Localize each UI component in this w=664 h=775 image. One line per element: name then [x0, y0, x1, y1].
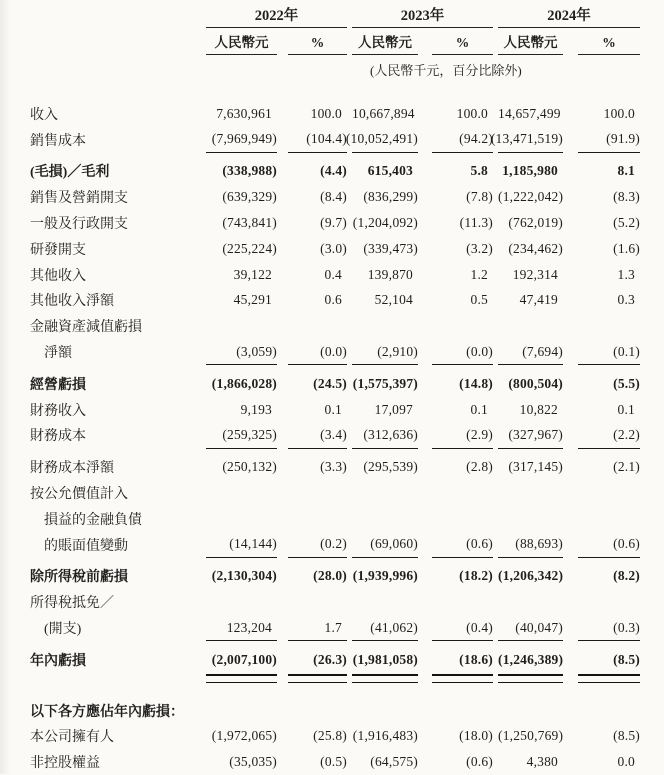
value-cell: (14.8): [459, 375, 493, 391]
value-cell: 9,193: [240, 401, 272, 417]
value-cell: 45,291: [233, 292, 272, 308]
value-cell: (0.4): [432, 615, 493, 642]
value-cell: (339,473): [363, 240, 418, 256]
row-label: (開支): [44, 622, 82, 638]
value-cell: (0.3): [578, 615, 640, 642]
table-row: [0, 647, 664, 673]
value-cell: 0.0: [617, 754, 635, 770]
value-cell: 47,419: [519, 292, 558, 308]
value-cell: (14,144): [206, 531, 277, 558]
table-row: [0, 101, 664, 127]
row-label: 財務收入: [30, 403, 86, 419]
table-row: [0, 454, 664, 480]
value-cell: (24.5): [313, 375, 347, 391]
value-cell: 1.7: [288, 615, 347, 642]
table-row: [0, 480, 664, 506]
value-cell: (3,059): [206, 339, 277, 366]
double-rule: [206, 674, 277, 683]
col-header-pct-2024: %: [578, 35, 640, 55]
value-cell: (41,062): [352, 615, 418, 642]
table-row: [0, 615, 664, 641]
table-row: [0, 184, 664, 210]
double-rule: [352, 674, 418, 683]
value-cell: 10,667,894: [352, 105, 415, 121]
value-cell: 123,204: [206, 615, 277, 642]
value-cell: 0.1: [324, 401, 342, 417]
year-header-row: [0, 0, 664, 26]
table-row: [0, 724, 664, 750]
table-row: [0, 506, 664, 532]
value-cell: (225,224): [222, 240, 277, 256]
table-row: [0, 262, 664, 288]
value-cell: 5.8: [470, 163, 488, 179]
value-cell: (800,504): [508, 375, 563, 391]
value-cell: (5.2): [613, 215, 640, 231]
value-cell: (8.4): [320, 189, 347, 205]
double-rule: [288, 674, 347, 683]
value-cell: (317,145): [508, 459, 563, 475]
table-row: [0, 236, 664, 262]
value-cell: (0.2): [288, 531, 347, 558]
table-row: [0, 127, 664, 153]
table-row: [0, 423, 664, 449]
table-row: [0, 371, 664, 397]
value-cell: (1,866,028): [211, 375, 277, 391]
value-cell: 4,380: [526, 754, 558, 770]
value-cell: 100.0: [603, 105, 635, 121]
value-cell: 100.0: [310, 105, 342, 121]
value-cell: (26.3): [313, 651, 347, 667]
value-cell: (3.0): [320, 240, 347, 256]
year-header-2024: 2024年: [498, 4, 640, 28]
value-cell: (18.2): [459, 568, 493, 584]
table-row: [0, 210, 664, 236]
value-cell: (1,575,397): [352, 375, 418, 391]
value-cell: (7,969,949): [206, 126, 277, 153]
row-label: 一般及行政開支: [30, 217, 128, 233]
col-header-pct-2023: %: [432, 35, 493, 55]
value-cell: (35,035): [229, 754, 277, 770]
double-rule: [578, 674, 640, 683]
row-label: 按公允價值計入: [30, 487, 128, 503]
value-cell: 8.1: [617, 163, 635, 179]
value-cell: (7.8): [466, 189, 493, 205]
value-cell: (1,246,389): [498, 651, 564, 667]
value-cell: 139,870: [367, 266, 413, 282]
value-cell: (25.8): [313, 728, 347, 744]
value-cell: (94.2): [432, 126, 493, 153]
value-cell: (338,988): [222, 163, 277, 179]
value-cell: (2.9): [432, 422, 493, 449]
value-cell: (104.4): [288, 126, 347, 153]
value-cell: (40,047): [498, 615, 563, 642]
value-cell: (0.6): [466, 754, 493, 770]
value-cell: (4.4): [320, 163, 347, 179]
value-cell: 615,403: [367, 163, 413, 179]
value-cell: (0.1): [578, 339, 640, 366]
row-label: (毛損)／毛利: [30, 165, 110, 181]
value-cell: 192,314: [512, 266, 558, 282]
row-label: 年內虧損: [30, 653, 86, 669]
value-cell: (2.2): [578, 422, 640, 449]
value-cell: (9.7): [320, 215, 347, 231]
value-cell: (1,972,065): [211, 728, 277, 744]
row-label: 以下各方應佔年內虧損：: [30, 704, 184, 720]
row-label: 其他收入淨額: [30, 294, 114, 310]
value-cell: (2,007,100): [211, 651, 277, 667]
table-row: [0, 339, 664, 365]
value-cell: (64,575): [370, 754, 418, 770]
value-cell: (836,299): [363, 189, 418, 205]
value-cell: 1.2: [470, 266, 488, 282]
table-row: [0, 589, 664, 615]
col-header-rmb-2022: 人民幣元: [206, 31, 277, 55]
row-label: 收入: [30, 107, 58, 123]
row-label: 財務成本淨額: [30, 461, 114, 477]
value-cell: (1,206,342): [498, 568, 564, 584]
row-label: 研發開支: [30, 242, 86, 258]
table-row: [0, 159, 664, 185]
value-cell: (1,981,058): [352, 651, 418, 667]
value-cell: (0.5): [320, 754, 347, 770]
value-cell: (1.6): [613, 240, 640, 256]
value-cell: 0.3: [617, 292, 635, 308]
value-cell: 1,185,980: [502, 163, 558, 179]
value-cell: (0.6): [578, 531, 640, 558]
value-cell: 52,104: [374, 292, 413, 308]
value-cell: 0.6: [324, 292, 342, 308]
value-cell: (312,636): [352, 422, 418, 449]
value-cell: (234,462): [508, 240, 563, 256]
value-cell: (0.0): [432, 339, 493, 366]
value-cell: 100.0: [456, 105, 488, 121]
value-cell: (8.5): [613, 651, 640, 667]
value-cell: (295,539): [363, 459, 418, 475]
table-row: [0, 313, 664, 339]
value-cell: (91.9): [578, 126, 640, 153]
value-cell: 10,822: [519, 401, 558, 417]
row-label: 除所得稅前虧損: [30, 570, 128, 586]
row-label: 所得稅抵免／: [30, 596, 114, 612]
value-cell: 17,097: [374, 401, 413, 417]
value-cell: 0.1: [617, 401, 635, 417]
value-cell: (5.5): [613, 375, 640, 391]
col-header-rmb-2023: 人民幣元: [352, 31, 418, 55]
value-cell: (3.3): [320, 459, 347, 475]
value-cell: (18.6): [459, 651, 493, 667]
value-cell: (327,967): [498, 422, 563, 449]
row-label: 的賬面值變動: [44, 538, 128, 554]
value-cell: (0.6): [432, 531, 493, 558]
value-cell: (8.3): [613, 189, 640, 205]
value-cell: (639,329): [222, 189, 277, 205]
table-row: [0, 698, 664, 724]
table-row: [0, 288, 664, 314]
value-cell: 7,630,961: [216, 105, 272, 121]
value-cell: (7,694): [498, 339, 563, 366]
value-cell: 0.5: [470, 292, 488, 308]
double-rule: [498, 674, 563, 683]
value-cell: (8.5): [613, 728, 640, 744]
year-header-2023: 2023年: [352, 4, 493, 28]
value-cell: 0.1: [470, 401, 488, 417]
row-label: 非控股權益: [30, 756, 100, 772]
value-cell: (2,130,304): [211, 568, 277, 584]
value-cell: (743,841): [222, 215, 277, 231]
double-rule: [432, 674, 493, 683]
row-label: 財務成本: [30, 429, 86, 445]
table-row: [0, 397, 664, 423]
value-cell: (2,910): [352, 339, 418, 366]
row-label: 淨額: [44, 346, 72, 362]
row-label: 經營虧損: [30, 377, 86, 393]
value-cell: 39,122: [233, 266, 272, 282]
row-label: 本公司擁有人: [30, 730, 114, 746]
value-cell: (28.0): [313, 568, 347, 584]
value-cell: 14,657,499: [498, 105, 561, 121]
value-cell: (3.4): [288, 422, 347, 449]
value-cell: (13,471,519): [498, 126, 563, 153]
double-rule-row: [0, 673, 664, 684]
subheader-row: [0, 26, 664, 55]
value-cell: (2.8): [466, 459, 493, 475]
value-cell: (1,250,769): [498, 728, 564, 744]
value-cell: (762,019): [508, 215, 563, 231]
value-cell: (18.0): [459, 728, 493, 744]
value-cell: 1.3: [617, 266, 635, 282]
value-cell: (0.0): [288, 339, 347, 366]
row-label: 銷售成本: [30, 133, 86, 149]
table-body: [0, 101, 664, 775]
value-cell: (1,204,092): [352, 215, 418, 231]
row-label: 損益的金融負債: [44, 512, 142, 528]
row-label: 銷售及營銷開支: [30, 191, 128, 207]
row-label: 金融資產減值虧損: [30, 320, 142, 336]
value-cell: (1,916,483): [352, 728, 418, 744]
value-cell: (88,693): [498, 531, 563, 558]
value-cell: (8.2): [613, 568, 640, 584]
value-cell: 0.4: [324, 266, 342, 282]
table-row: [0, 532, 664, 558]
units-note: (人民幣千元，百分比除外): [370, 63, 522, 78]
value-cell: (3.2): [466, 240, 493, 256]
value-cell: (69,060): [352, 531, 418, 558]
col-header-pct-2022: %: [288, 35, 347, 55]
value-cell: (1,222,042): [498, 189, 564, 205]
value-cell: (250,132): [222, 459, 277, 475]
row-label: 其他收入: [30, 268, 86, 284]
value-cell: (1,939,996): [352, 568, 418, 584]
value-cell: (11.3): [459, 215, 493, 231]
year-header-2022: 2022年: [206, 4, 347, 28]
value-cell: (2.1): [613, 459, 640, 475]
table-row: [0, 749, 664, 775]
value-cell: (10,052,491): [352, 126, 418, 153]
value-cell: (259,325): [206, 422, 277, 449]
table-row: [0, 564, 664, 590]
col-header-rmb-2024: 人民幣元: [498, 31, 563, 55]
